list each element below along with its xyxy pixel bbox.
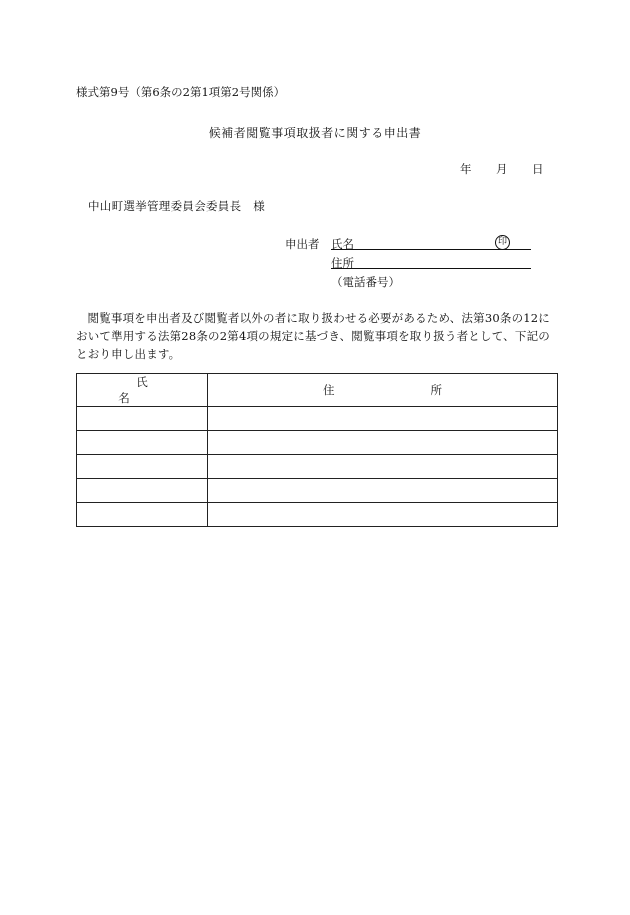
table-header-row — [77, 374, 558, 407]
table-row — [77, 431, 558, 455]
cell-address — [208, 407, 558, 431]
seal-mark: 印 — [495, 235, 510, 250]
body-text: 閲覧事項を申出者及び閲覧者以外の者に取り扱わせる必要があるため、法第30条の12において準用する法第28条の2第4項の規定に基づき、閲覧事項を取り扱う者として、下記のとおり申し出ます。 — [76, 311, 551, 361]
addressee: 中山町選挙管理委員会委員長 様 — [88, 199, 265, 213]
header-address: 住所 — [208, 374, 558, 407]
records-table — [76, 373, 558, 527]
date-month-label: 月 — [496, 162, 508, 176]
header-name: 氏名 — [77, 374, 208, 407]
date-year-label: 年 — [460, 162, 472, 176]
cell-name — [77, 407, 208, 431]
cell-address — [208, 431, 558, 455]
address-underline — [331, 268, 531, 269]
date-day-label: 日 — [532, 162, 544, 176]
cell-name — [77, 455, 208, 479]
table-row — [77, 503, 558, 527]
table-row — [77, 455, 558, 479]
applicant-label: 申出者 — [285, 237, 320, 251]
form-number: 様式第9号（第6条の2第1項第2号関係） — [76, 85, 286, 99]
cell-address — [208, 455, 558, 479]
address-label: 住所 — [331, 256, 354, 270]
cell-name — [77, 479, 208, 503]
table-row — [77, 407, 558, 431]
cell-address — [208, 503, 558, 527]
phone-label: （電話番号） — [331, 275, 400, 289]
cell-name — [77, 503, 208, 527]
date-line — [460, 161, 544, 177]
name-label: 氏名 — [331, 237, 354, 251]
table-row — [77, 479, 558, 503]
cell-address — [208, 479, 558, 503]
cell-name — [77, 431, 208, 455]
document-title: 候補者閲覧事項取扱者に関する申出書 — [208, 126, 422, 140]
